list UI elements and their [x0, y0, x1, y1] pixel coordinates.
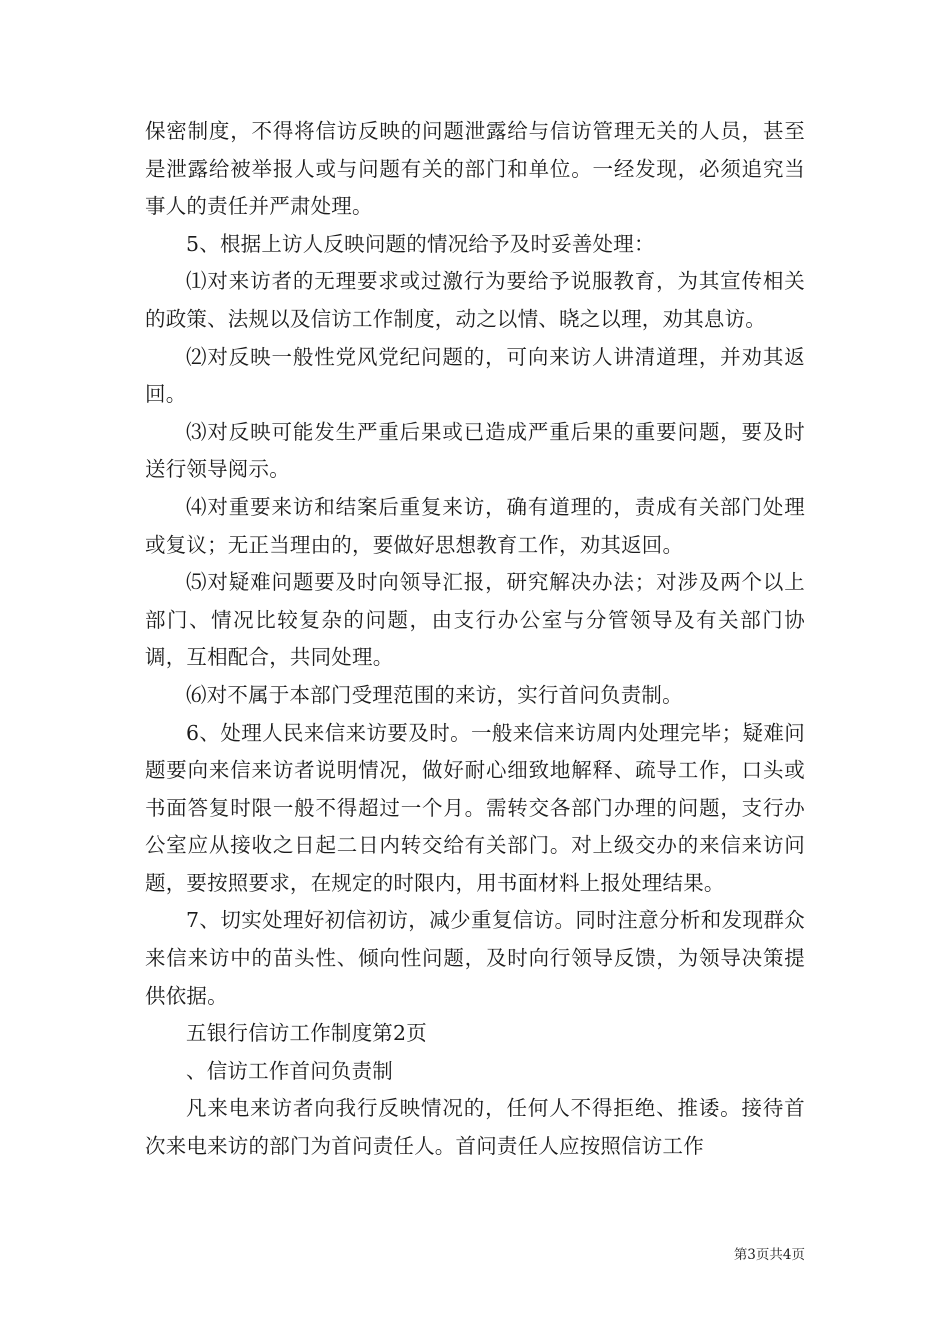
paragraph-item-6: 6、处理人民来信来访要及时。一般来信来访周内处理完毕；疑难问题要向来信来访者说明情况，做好耐心细致地解释、疏导工作，口头或书面答复时限一般不得超过一个月。需转交各部门办理的问题，支行办公室应从接收之日起二日内转交给有关部门。对上级交办的来信来访问题，要按照要求，在规定的时限内，用书面材料上报处理结果。: [145, 720, 805, 895]
paragraph-subitem-6: ⑹对不属于本部门受理范围的来访，实行首问负责制。: [186, 682, 683, 707]
paragraph-subitem-4: ⑷对重要来访和结案后重复来访，确有道理的，责成有关部门处理或复议；无正当理由的，要做好思想教育工作，劝其返回。: [145, 494, 805, 557]
section-subtitle: 、信访工作首问负责制: [186, 1058, 393, 1083]
page-number: 第3页共4页: [733, 1247, 805, 1263]
paragraph-first-inquiry: 凡来电来访者向我行反映情况的，任何人不得拒绝、推诿。接待首次来电来访的部门为首问责任人。首问责任人应按照信访工作: [145, 1096, 805, 1159]
section-title: 五银行信访工作制度第2页: [186, 1021, 427, 1046]
document-body: [145, 113, 805, 1166]
paragraph-continuation: 保密制度，不得将信访反映的问题泄露给与信访管理无关的人员，甚至是泄露给被举报人或与问题有关的部门和单位。一经发现，必须追究当事人的责任并严肃处理。: [145, 119, 805, 219]
paragraph-subitem-2: ⑵对反映一般性党风党纪问题的，可向来访人讲清道理，并劝其返回。: [145, 344, 805, 407]
paragraph-subitem-3: ⑶对反映可能发生严重后果或已造成严重后果的重要问题，要及时送行领导阅示。: [145, 419, 805, 482]
paragraph-item-5: 5、根据上访人反映问题的情况给予及时妥善处理：: [186, 231, 655, 256]
paragraph-subitem-1: ⑴对来访者的无理要求或过激行为要给予说服教育，为其宣传相关的政策、法规以及信访工作制度，动之以情、晓之以理，劝其息访。: [145, 269, 805, 331]
paragraph-item-7: 7、切实处理好初信初访，减少重复信访。同时注意分析和发现群众来信来访中的苗头性、倾向性问题，及时向行领导反馈，为领导决策提供依据。: [145, 908, 805, 1008]
paragraph-subitem-5: ⑸对疑难问题要及时向领导汇报，研究解决办法；对涉及两个以上部门、情况比较复杂的问题，由支行办公室与分管领导及有关部门协调，互相配合，共同处理。: [145, 570, 805, 670]
